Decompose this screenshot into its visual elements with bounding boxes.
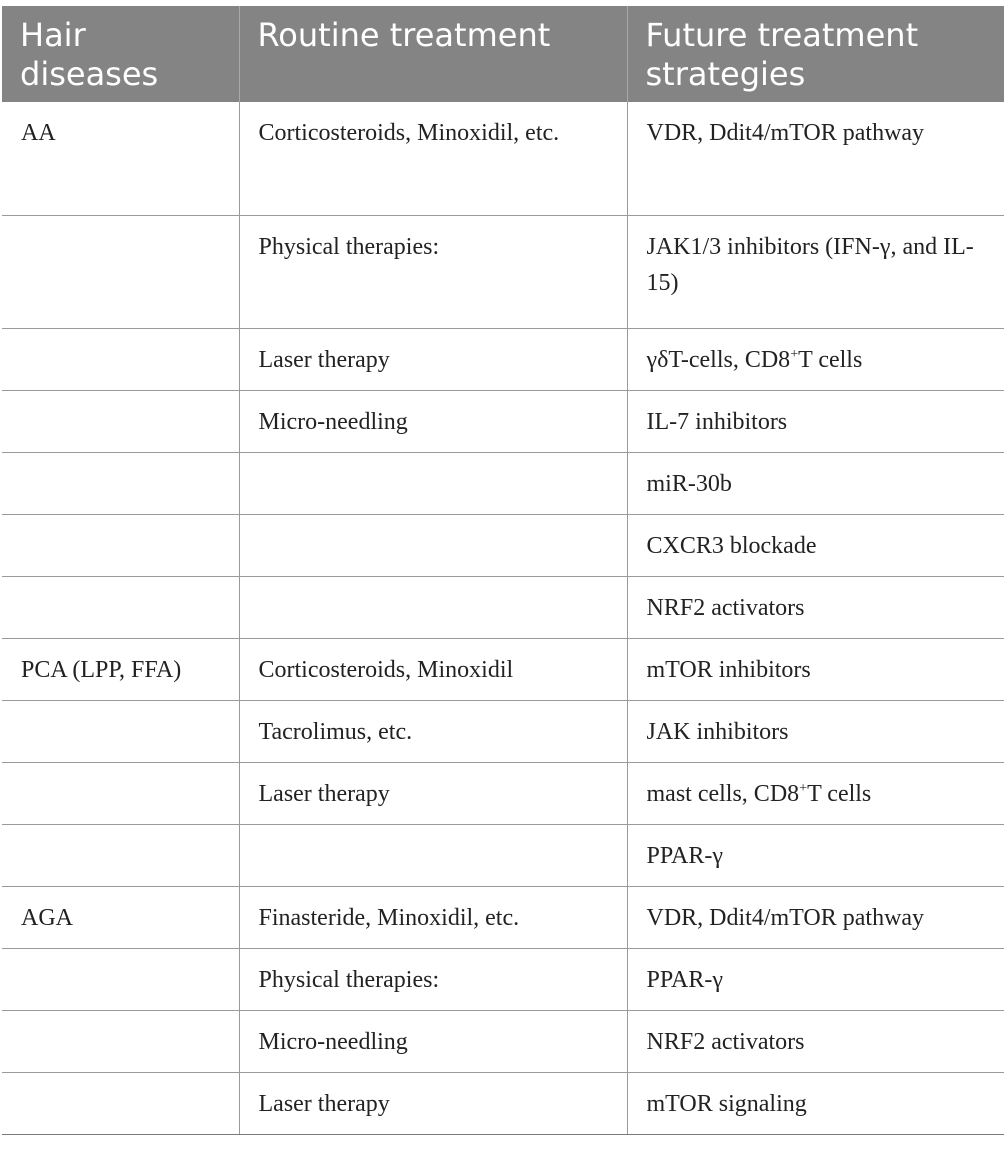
cell-future-strategy: VDR, Ddit4/mTOR pathway — [627, 102, 1004, 215]
cell-future-strategy: mast cells, CD8+T cells — [627, 762, 1004, 824]
cell-future-strategy: IL-7 inhibitors — [627, 390, 1004, 452]
cell-future-strategy: JAK inhibitors — [627, 700, 1004, 762]
table-row — [2, 215, 1004, 328]
table-row — [2, 762, 1004, 824]
cell-routine-treatment — [239, 452, 627, 514]
table-row — [2, 948, 1004, 1010]
table-row — [2, 102, 1004, 215]
table-row — [2, 390, 1004, 452]
cell-future-strategy: NRF2 activators — [627, 576, 1004, 638]
table-row — [2, 700, 1004, 762]
cell-hair-disease — [2, 215, 239, 328]
cell-hair-disease — [2, 948, 239, 1010]
cell-hair-disease — [2, 328, 239, 390]
cell-future-strategy: mTOR inhibitors — [627, 638, 1004, 700]
cell-hair-disease: PCA (LPP, FFA) — [2, 638, 239, 700]
table-header — [2, 6, 1004, 102]
table-row — [2, 576, 1004, 638]
cell-future-strategy: PPAR-γ — [627, 824, 1004, 886]
cell-hair-disease — [2, 576, 239, 638]
table-row — [2, 1072, 1004, 1134]
cell-routine-treatment: Finasteride, Minoxidil, etc. — [239, 886, 627, 948]
cell-routine-treatment: Corticosteroids, Minoxidil — [239, 638, 627, 700]
cell-future-strategy: PPAR-γ — [627, 948, 1004, 1010]
cell-hair-disease: AGA — [2, 886, 239, 948]
header-hair-diseases: Hair diseases — [2, 6, 239, 102]
table-row — [2, 514, 1004, 576]
cell-routine-treatment: Laser therapy — [239, 328, 627, 390]
table-row — [2, 1010, 1004, 1072]
cell-hair-disease: AA — [2, 102, 239, 215]
cell-future-strategy: miR-30b — [627, 452, 1004, 514]
cell-routine-treatment — [239, 824, 627, 886]
cell-future-strategy: mTOR signaling — [627, 1072, 1004, 1134]
cell-hair-disease — [2, 1010, 239, 1072]
cell-routine-treatment — [239, 576, 627, 638]
cell-routine-treatment: Physical therapies: — [239, 948, 627, 1010]
table-row — [2, 824, 1004, 886]
table-row — [2, 886, 1004, 948]
cell-routine-treatment: Micro-needling — [239, 1010, 627, 1072]
cell-future-strategy: γδT-cells, CD8+T cells — [627, 328, 1004, 390]
table-row — [2, 328, 1004, 390]
cell-hair-disease — [2, 1072, 239, 1134]
cell-routine-treatment: Micro-needling — [239, 390, 627, 452]
cell-future-strategy: CXCR3 blockade — [627, 514, 1004, 576]
cell-hair-disease — [2, 452, 239, 514]
cell-routine-treatment: Corticosteroids, Minoxidil, etc. — [239, 102, 627, 215]
cell-future-strategy: VDR, Ddit4/mTOR pathway — [627, 886, 1004, 948]
cell-hair-disease — [2, 824, 239, 886]
header-routine-treatment: Routine treatment — [239, 6, 627, 102]
cell-future-strategy: JAK1/3 inhibitors (IFN-γ, and IL-15) — [627, 215, 1004, 328]
hair-diseases-table — [2, 6, 1004, 1135]
cell-hair-disease — [2, 390, 239, 452]
header-future-treatment-strategies: Future treatment strategies — [627, 6, 1004, 102]
cell-routine-treatment: Laser therapy — [239, 762, 627, 824]
cell-hair-disease — [2, 514, 239, 576]
table-row — [2, 638, 1004, 700]
table-row — [2, 452, 1004, 514]
cell-routine-treatment: Tacrolimus, etc. — [239, 700, 627, 762]
table-body — [2, 102, 1004, 1134]
header-row — [2, 6, 1004, 102]
cell-routine-treatment: Physical therapies: — [239, 215, 627, 328]
cell-routine-treatment — [239, 514, 627, 576]
cell-hair-disease — [2, 700, 239, 762]
cell-future-strategy: NRF2 activators — [627, 1010, 1004, 1072]
cell-routine-treatment: Laser therapy — [239, 1072, 627, 1134]
cell-hair-disease — [2, 762, 239, 824]
